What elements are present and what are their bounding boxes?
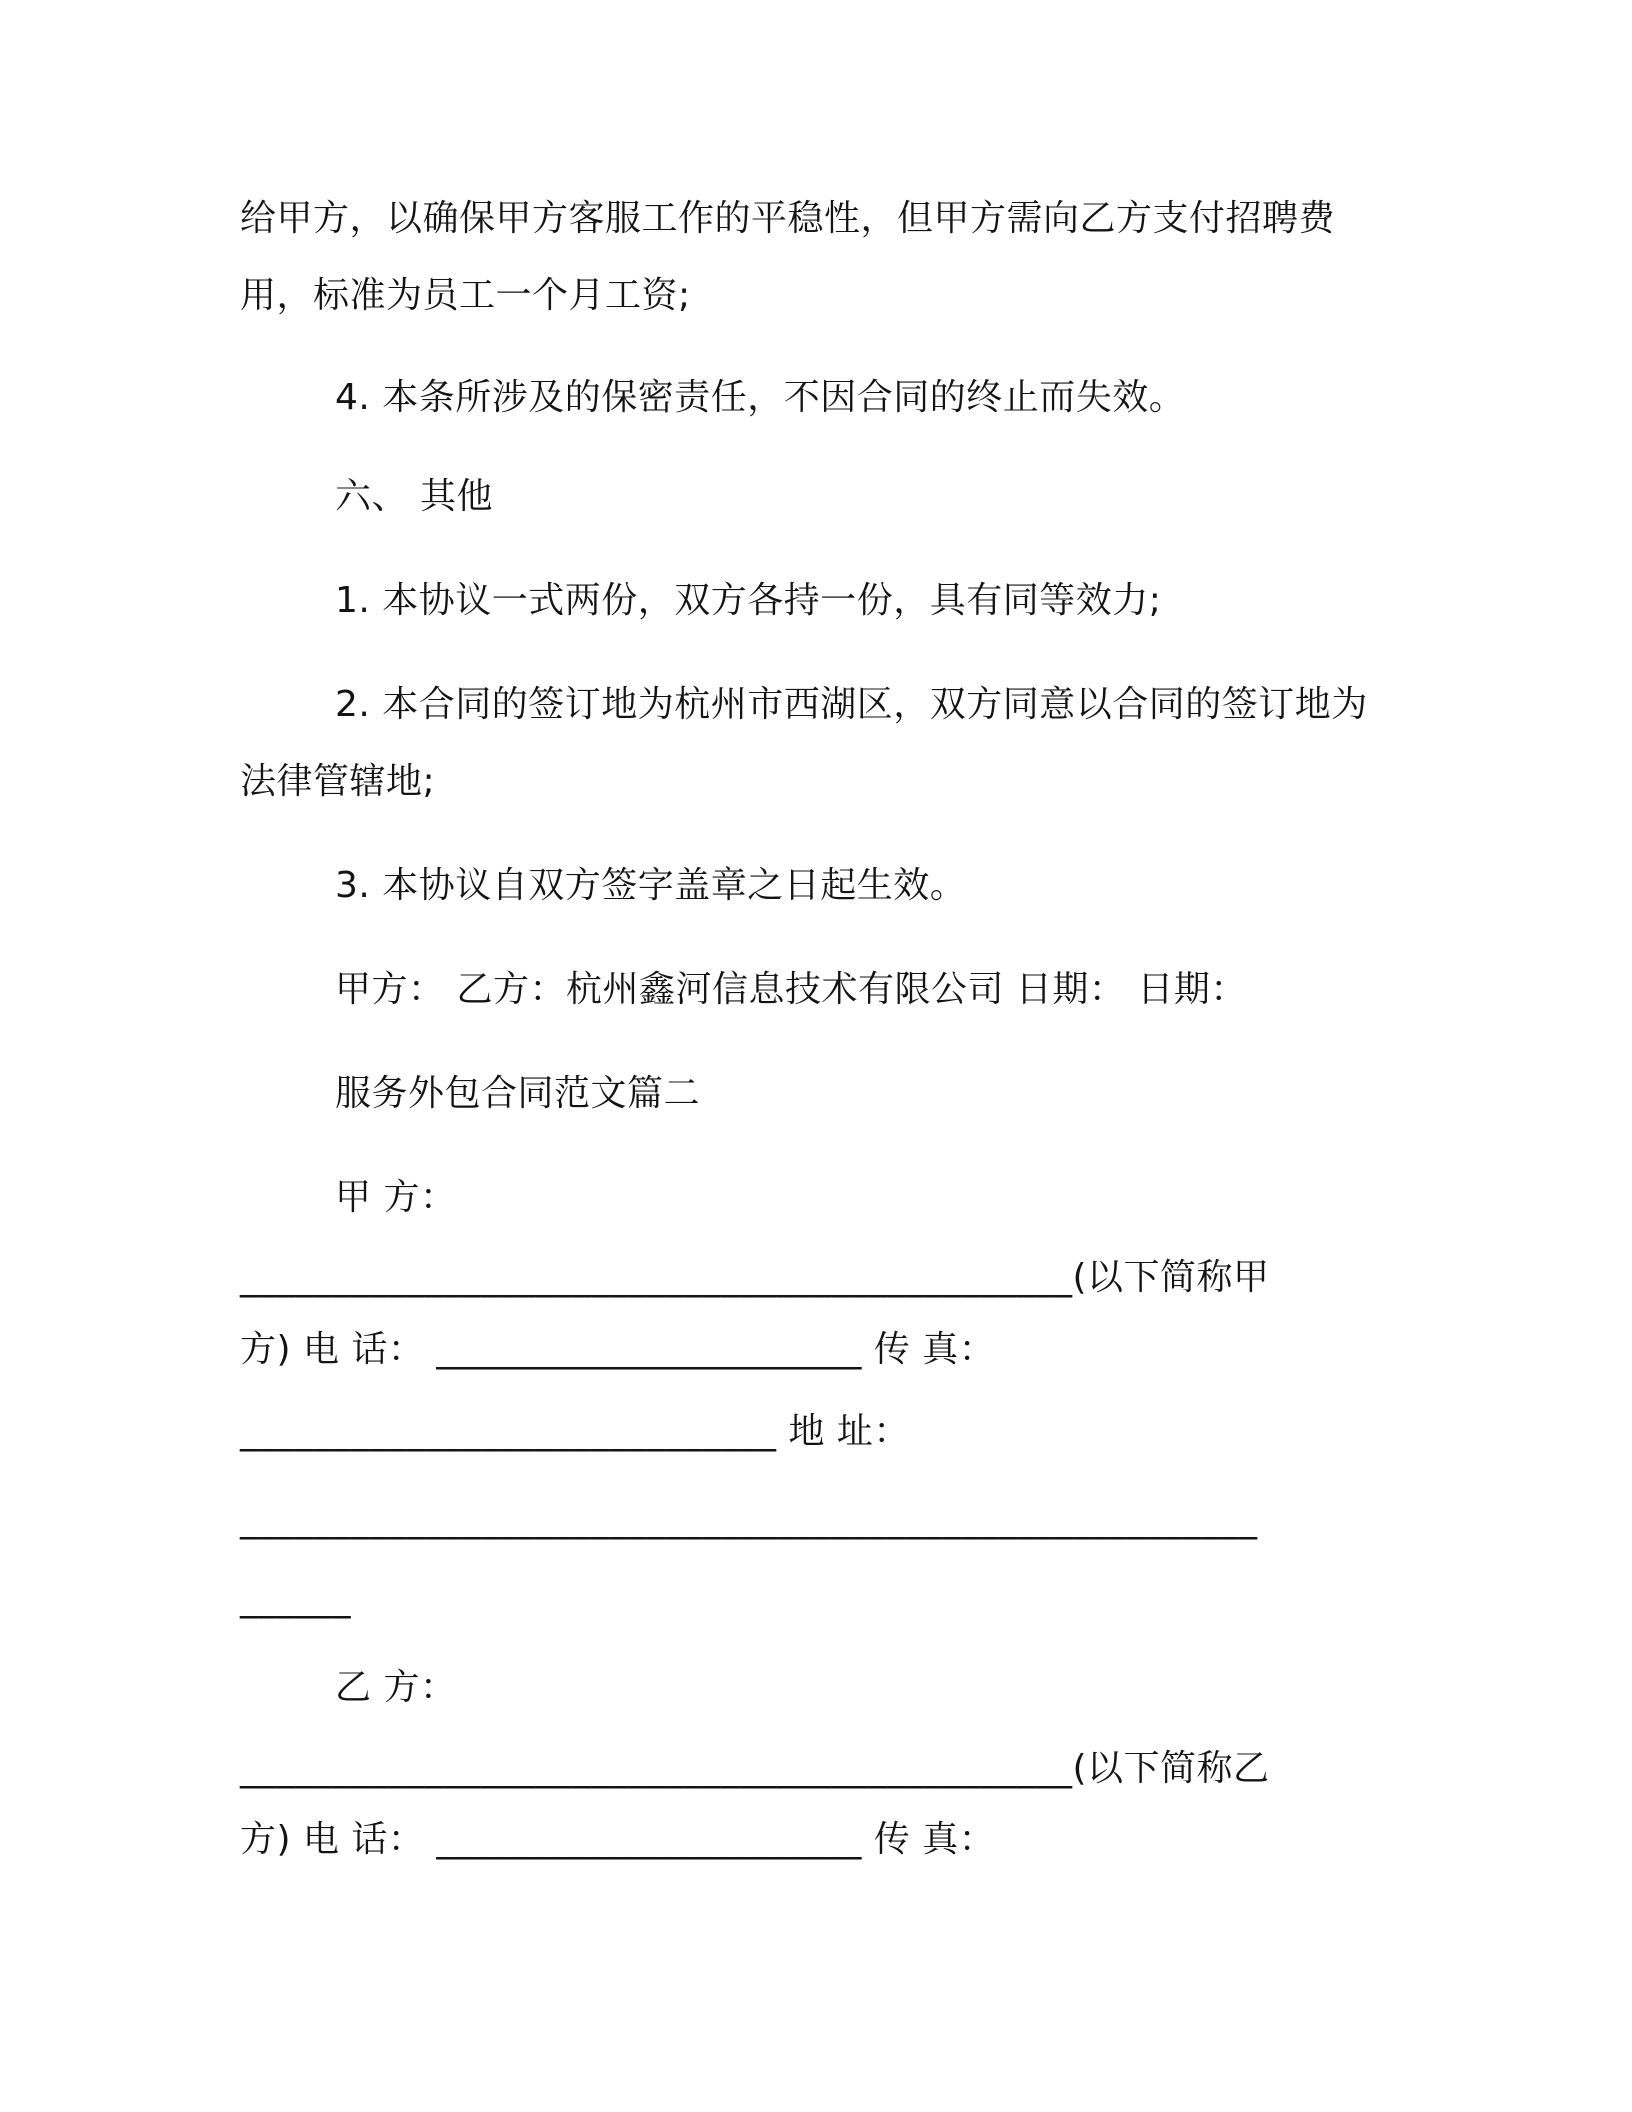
body-text-line: 给甲方，以确保甲方客服工作的平稳性，但甲方需向乙方支付招聘费 — [240, 198, 1336, 239]
party-a-phone-fax: 方) 电 话： _______________________ 传 真： — [240, 1329, 996, 1370]
party-a-name-blank: _____________________________________________(以下简称甲 — [240, 1257, 1270, 1298]
party-b-name-blank: _____________________________________________(以下简称乙 — [240, 1748, 1270, 1789]
signature-line: 甲方： 乙方：杭州鑫河信息技术有限公司 日期： 日期： — [335, 969, 1247, 1010]
address-blank-line: ______ — [240, 1578, 351, 1619]
clause-3-text: 3. 本协议自双方签字盖章之日起生效。 — [335, 865, 967, 906]
clause-1-text: 1. 本协议一式两份，双方各持一份，具有同等效力; — [335, 580, 1162, 621]
clause-2-text: 2. 本合同的签订地为杭州市西湖区，双方同意以合同的签订地为 — [335, 684, 1368, 725]
body-text-line: 用，标准为员工一个月工资; — [240, 275, 691, 316]
party-b-label: 乙 方： — [335, 1667, 457, 1708]
clause-2-continuation: 法律管辖地; — [240, 761, 436, 802]
section-heading: 六、 其他 — [335, 476, 493, 517]
party-a-address: _____________________________ 地 址： — [240, 1411, 910, 1452]
address-blank-line: _______________________________________________________ — [240, 1499, 1258, 1540]
party-b-phone-fax: 方) 电 话： _______________________ 传 真： — [240, 1819, 996, 1860]
party-a-label: 甲 方： — [335, 1177, 457, 1218]
document-subtitle: 服务外包合同范文篇二 — [335, 1073, 701, 1114]
clause-4-text: 4. 本条所涉及的保密责任，不因合同的终止而失效。 — [335, 377, 1186, 418]
